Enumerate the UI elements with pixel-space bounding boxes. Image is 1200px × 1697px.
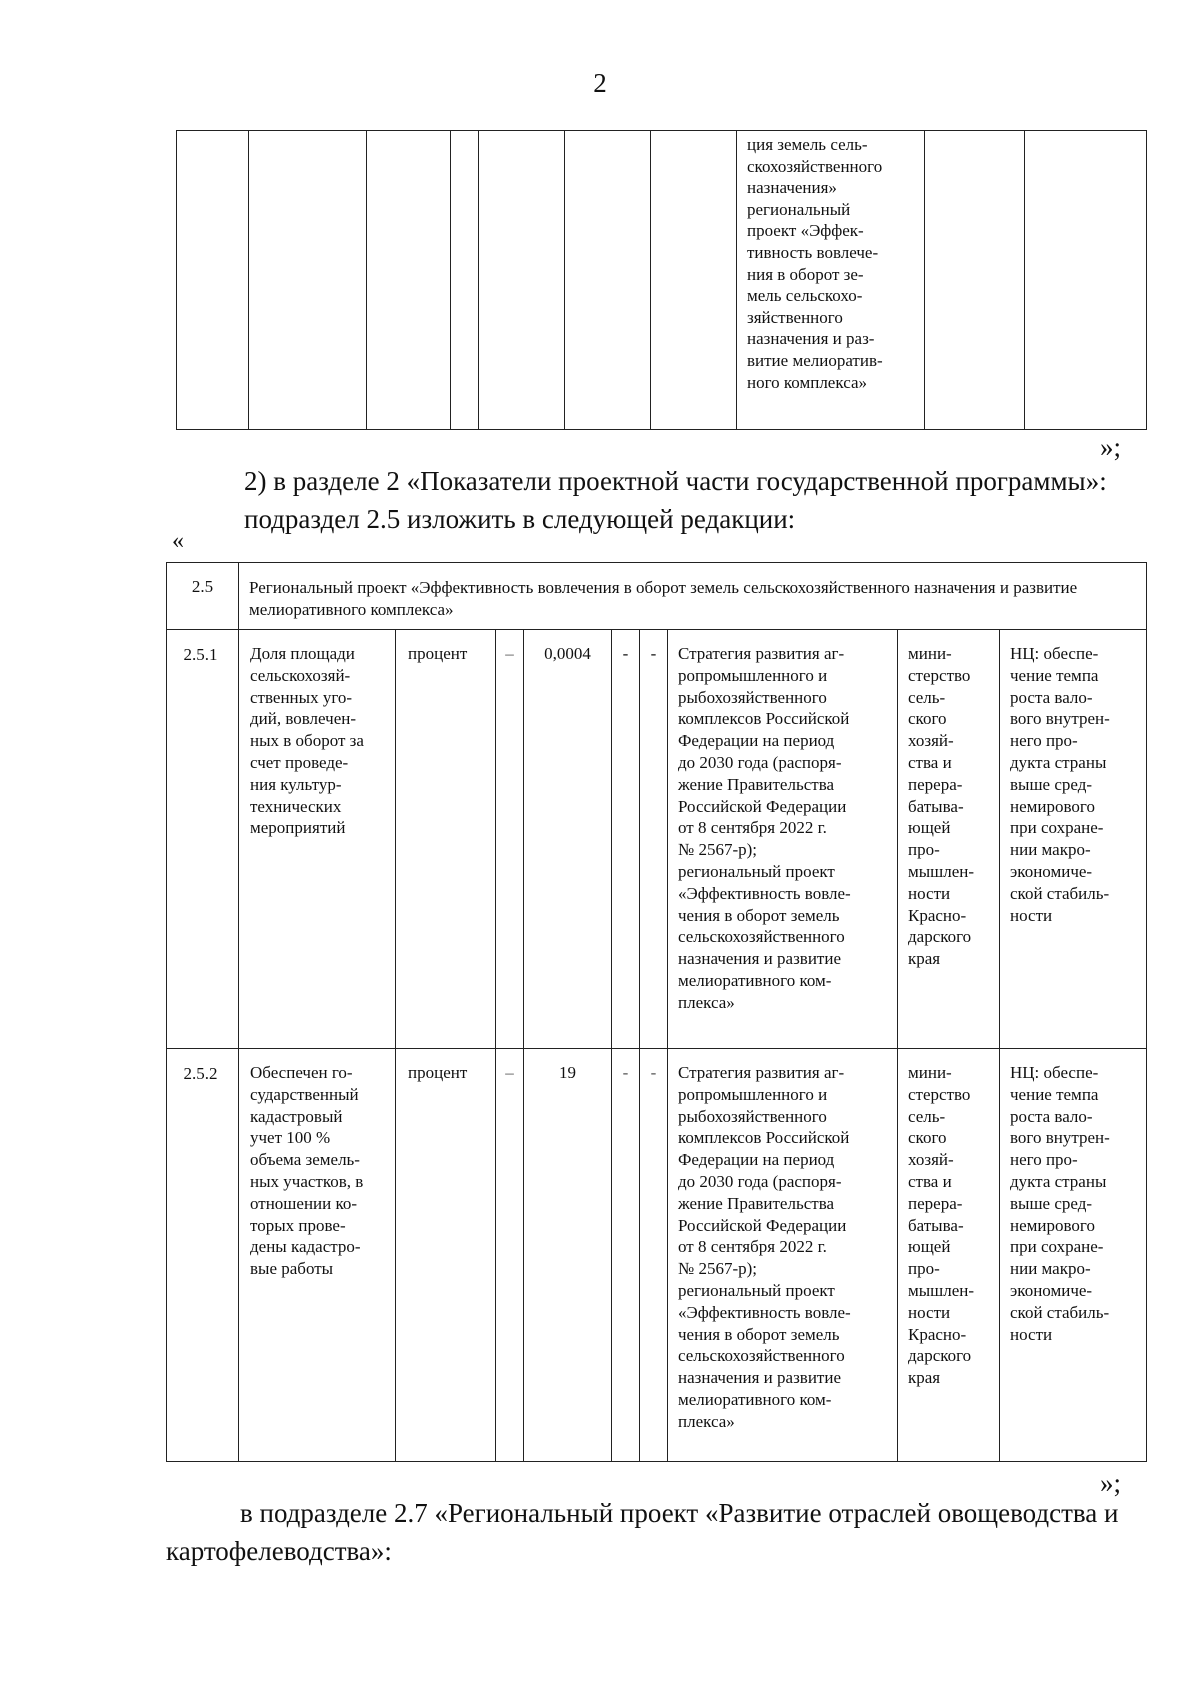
closing-quote-2: »; bbox=[1100, 1468, 1122, 1498]
goal-text: НЦ: обеспе- чение темпа роста вало- вого внутрен- него про- дукта страны выше сред- немирового при сохране- нии макро- экономиче- ской стабиль- ности bbox=[1010, 1063, 1110, 1344]
cont-cell-4 bbox=[451, 131, 479, 430]
col6-cell bbox=[640, 630, 668, 1049]
unit-cell bbox=[396, 630, 496, 1049]
responsible-text: мини- стерство сель- ского хозяй- ства и перера- батыва- ющей про- мышлен- ности Красно- дарского края bbox=[908, 644, 975, 969]
cont-cell-5 bbox=[479, 131, 565, 430]
goal-text: НЦ: обеспе- чение темпа роста вало- вого внутрен- него про- дукта страны выше сред- немирового при сохране- нии макро- экономиче- ской стабиль- ности bbox=[1010, 644, 1110, 925]
goal-cell bbox=[1000, 630, 1147, 1049]
indicator-text: Доля площади сельскохозяй- ственных уго- дий, вовлечен- ных в оборот за счет проведе- ния культур- технических мероприятий bbox=[250, 644, 364, 838]
goal-cell bbox=[1000, 1049, 1147, 1462]
responsible-cell bbox=[898, 630, 1000, 1049]
section-number: 2.5 bbox=[191, 577, 214, 596]
row-number: 2.5.2 bbox=[183, 1064, 218, 1083]
col5-text: - bbox=[622, 1063, 629, 1082]
cont-cell-10 bbox=[1025, 131, 1147, 430]
continuation-row bbox=[177, 131, 1147, 430]
value-cell bbox=[524, 1049, 612, 1462]
row-number: 2.5.1 bbox=[183, 645, 218, 664]
paragraph-1: 2) в разделе 2 «Показатели проектной части государственной программы»: подраздел 2.5 изложить в следующей редакции: bbox=[244, 466, 1107, 534]
cont-cell-2 bbox=[249, 131, 367, 430]
continuation-table bbox=[176, 130, 1147, 430]
section-header-row bbox=[167, 563, 1147, 630]
table-row bbox=[167, 1049, 1147, 1462]
unit-text: процент bbox=[408, 644, 468, 663]
closing-quote-1: »; bbox=[1100, 432, 1122, 462]
cont-cell-3 bbox=[367, 131, 451, 430]
col5-cell bbox=[612, 630, 640, 1049]
col5-text: - bbox=[622, 644, 629, 663]
indicators-table bbox=[166, 562, 1147, 1462]
source-cell bbox=[668, 1049, 898, 1462]
col3-text: – bbox=[505, 1063, 514, 1082]
cont-cell-1 bbox=[177, 131, 249, 430]
cont-cell-source bbox=[737, 131, 925, 430]
cont-cell-6 bbox=[565, 131, 651, 430]
value-text: 19 bbox=[559, 1063, 576, 1082]
col3-text: – bbox=[505, 644, 514, 663]
cont-cell-9 bbox=[925, 131, 1025, 430]
source-cell bbox=[668, 630, 898, 1049]
col6-cell bbox=[640, 1049, 668, 1462]
paragraph-2: в подразделе 2.7 «Региональный проект «Развитие отраслей овощеводства и картофелеводства»: bbox=[166, 1498, 1119, 1566]
cont-source-text: ция земель сель- скохозяйственного назначения» региональный проект «Эффек- тивность вовлече- ния в оборот зе- мель сельскохо- зяйственного назначения и раз- витие мелиоратив- ного комплекса» bbox=[747, 135, 883, 392]
value-cell bbox=[524, 630, 612, 1049]
section-title: Региональный проект «Эффективность вовлечения в оборот земель сельскохозяйственного назначения и развитие мелиоративного комплекса» bbox=[249, 578, 1078, 619]
section-title-cell bbox=[239, 563, 1147, 630]
indicator-cell bbox=[239, 1049, 396, 1462]
unit-cell bbox=[396, 1049, 496, 1462]
section-number-cell bbox=[167, 563, 239, 630]
responsible-cell bbox=[898, 1049, 1000, 1462]
source-text: Стратегия развития аг- ропромышленного и рыбохозяйственного комплексов Российской Федерации на период до 2030 года (распоря- жение Правительства Российской Федерации от 8 сентября 2022 г. № 2567-р); региональный проект «Эффективность вовле- чения в оборот земель сельскохозяйственного назначения и развитие мелиоративного ком- плекса» bbox=[678, 644, 851, 1012]
cont-cell-7 bbox=[651, 131, 737, 430]
responsible-text: мини- стерство сель- ского хозяй- ства и перера- батыва- ющей про- мышлен- ности Красно- дарского края bbox=[908, 1063, 975, 1388]
col3-cell bbox=[496, 630, 524, 1049]
value-text: 0,0004 bbox=[544, 644, 591, 663]
table-row bbox=[167, 630, 1147, 1049]
col5-cell bbox=[612, 1049, 640, 1462]
source-text: Стратегия развития аг- ропромышленного и рыбохозяйственного комплексов Российской Федерации на период до 2030 года (распоря- жение Правительства Российской Федерации от 8 сентября 2022 г. № 2567-р); региональный проект «Эффективность вовле- чения в оборот земель сельскохозяйственного назначения и развитие мелиоративного ком- плекса» bbox=[678, 1063, 851, 1431]
col3-cell bbox=[496, 1049, 524, 1462]
page-number: 2 bbox=[593, 68, 607, 98]
indicator-cell bbox=[239, 630, 396, 1049]
row-number-cell bbox=[167, 630, 239, 1049]
indicator-text: Обеспечен го- сударственный кадастровый учет 100 % объема земель- ных участков, в отношении ко- торых прове- дены кадастро- вые работы bbox=[250, 1063, 364, 1279]
opening-quote: « bbox=[172, 528, 184, 554]
unit-text: процент bbox=[408, 1063, 468, 1082]
col6-text: - bbox=[650, 1063, 657, 1082]
row-number-cell bbox=[167, 1049, 239, 1462]
col6-text: - bbox=[650, 644, 657, 663]
